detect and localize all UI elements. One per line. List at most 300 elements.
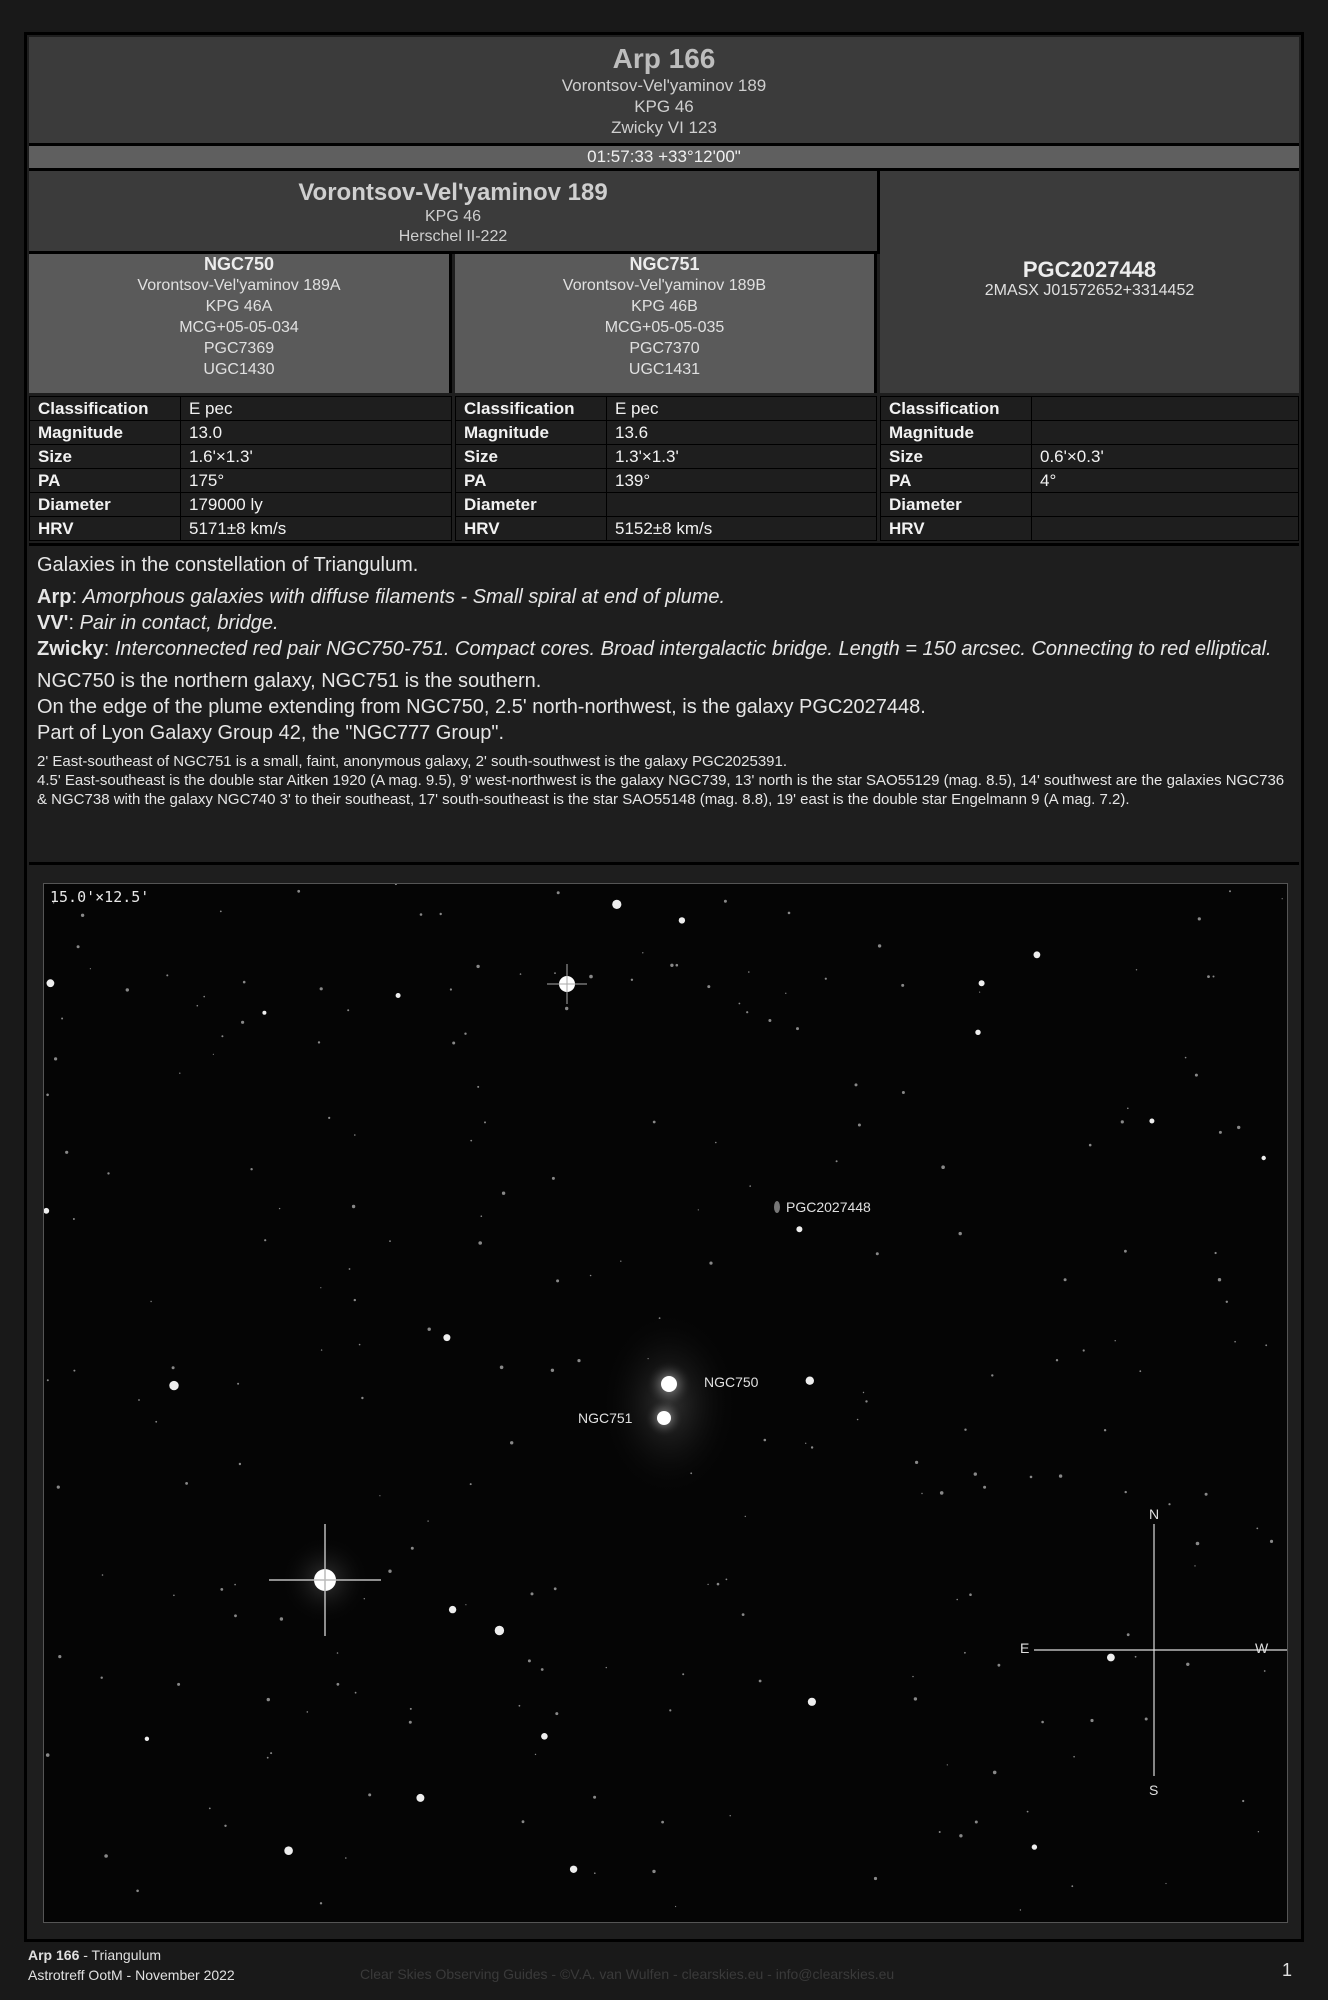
star [510,1441,513,1444]
star [420,913,423,916]
star [528,1659,531,1662]
star [956,1599,958,1601]
star [427,1520,428,1521]
property-value: 179000 ly [181,493,452,517]
object-id: PGC7370 [629,340,700,357]
star [267,1698,270,1701]
star [1234,1341,1236,1343]
star [389,1240,391,1242]
star [805,1443,806,1444]
galaxy-photo [43,883,1288,1923]
star [648,1358,649,1359]
star [47,1379,49,1381]
property-label: HRV [30,517,181,541]
star [166,974,168,976]
star [1127,1108,1129,1110]
star [726,1579,728,1581]
property-value: 5152±8 km/s [607,517,877,541]
table-row [456,445,877,469]
star [264,1239,266,1241]
object-id: KPG 46B [631,298,698,315]
field-of-view-label: 15.0'×12.5' [50,888,150,906]
star [203,996,205,998]
star [1083,1349,1085,1351]
star [1145,1718,1148,1721]
star [554,1587,557,1590]
property-label: PA [881,469,1032,493]
properties-table-pgc2027448 [880,396,1299,541]
star [355,1692,357,1694]
star [858,1124,861,1127]
star [876,1252,879,1255]
star [520,973,522,975]
star [764,1439,767,1442]
star [320,987,323,990]
note-text: Amorphous galaxies with diffuse filaments - Small spiral at end of plume. [82,586,726,608]
star [416,1794,424,1802]
star [863,1392,864,1393]
star [500,1366,504,1370]
compass-east: E [1020,1640,1030,1656]
compass-south: S [1149,1782,1159,1798]
star [715,1142,717,1144]
object-id: Vorontsov-Vel'yaminov 189B [562,277,767,294]
star [220,1588,223,1591]
star [1073,1756,1075,1758]
note-text: Interconnected red pair NGC750-751. Compact cores. Broad intergalactic bridge. Length = 150 arcsec. Connecting to red elliptical. [114,638,1272,660]
star [998,1664,1001,1667]
star [1262,1156,1266,1160]
star [1090,1719,1093,1722]
star [669,1709,671,1711]
star [730,1815,731,1816]
star [1127,1633,1130,1636]
star [173,1595,175,1597]
star [470,1483,472,1485]
note-text: Pair in contact, bridge. [79,612,279,634]
star [577,1359,580,1362]
star [172,1366,175,1369]
guide-sheet [24,32,1304,1942]
star [1059,1474,1062,1477]
object-id: 2MASX J01572652+3314452 [984,282,1195,299]
star [975,1821,978,1824]
star [749,1185,751,1187]
star [428,1328,431,1331]
note-zwicky: Zwicky: Interconnected red pair NGC750-751. Compact cores. Broad intergalactic bridge. Length = 150 arcsec. Connecting to red elliptical. [37,638,1272,660]
star [1104,1429,1106,1431]
star [220,911,222,913]
star [1218,1278,1221,1281]
star [145,1737,149,1741]
star [1185,1057,1187,1059]
ngc751-core [657,1411,671,1425]
object-name: PGC2027448 [1022,257,1157,282]
star [857,1419,859,1421]
star [297,890,300,893]
footer-title: Arp 166 [28,1947,80,1963]
property-label: Magnitude [456,421,607,445]
property-label: HRV [456,517,607,541]
star [979,980,985,986]
star [1226,1301,1228,1303]
star [155,1421,157,1423]
property-label: PA [456,469,607,493]
ngc750-core [661,1376,677,1392]
star [1195,1074,1198,1077]
star [241,1021,244,1024]
property-label: Size [881,445,1032,469]
star [1041,1721,1044,1724]
star [354,1299,356,1301]
star [941,1165,945,1169]
star [522,1820,525,1823]
star [554,972,556,974]
star [411,1547,414,1550]
object-panel-ngc750 [29,254,452,393]
object-id: Vorontsov-Vel'yaminov 189A [137,277,341,294]
star [570,1866,577,1873]
description-paragraph: NGC750 is the northern galaxy, NGC751 is the southern. [37,670,542,692]
property-label: Classification [881,397,1032,421]
footer-constellation: - Triangulum [79,1947,162,1963]
star [349,1268,351,1270]
star [395,884,397,885]
star [138,1399,140,1401]
star [676,964,679,967]
star [328,1117,330,1119]
star [1089,1144,1092,1147]
note-vv: VV': Pair in contact, bridge. [37,612,279,634]
note-label: Zwicky [37,638,104,660]
star [939,1831,941,1833]
star [359,1344,361,1346]
table-row [456,517,877,541]
star [1139,1370,1141,1372]
star [535,1754,536,1755]
star [993,1771,997,1775]
star [270,1752,272,1754]
star [354,1134,356,1136]
star [250,1168,252,1170]
footer-title-line [28,1945,235,1965]
star [213,1054,214,1055]
star [81,914,84,917]
star [912,1676,913,1677]
property-label: Diameter [30,493,181,517]
star [940,1491,944,1495]
star [318,1041,320,1043]
property-value: 5171±8 km/s [181,517,452,541]
star [73,1370,75,1372]
properties-table-ngc750 [29,396,452,541]
table-row [881,469,1299,493]
star [410,1708,412,1710]
property-value: 0.6'×0.3' [1032,445,1299,469]
star [46,1753,50,1757]
star [1256,1528,1258,1530]
star [788,912,791,915]
star [337,1652,339,1654]
group-alt-name: Herschel II-222 [398,228,508,245]
star [551,1369,554,1372]
star [675,1906,676,1907]
star [1229,890,1231,892]
description-paragraph: On the edge of the plume extending from NGC750, 2.5' north-northwest, is the galaxy PGC2027448. [37,696,926,718]
table-row [456,397,877,421]
star [947,1764,948,1765]
star [477,1086,479,1088]
ngc750-label: NGC750 [704,1374,759,1390]
property-value [607,493,877,517]
property-value: E pec [181,397,452,421]
star [239,1463,241,1465]
table-row [881,493,1299,517]
star [185,1482,188,1485]
star [46,1094,49,1097]
star [739,1003,741,1005]
property-label: Diameter [881,493,1032,517]
footer-credit: Clear Skies Observing Guides - ©V.A. van Wulfen - clearskies.eu - info@clearskies.eu [360,1966,895,1982]
star [811,1446,813,1448]
star [102,1574,104,1576]
table-row [30,421,452,445]
star [321,1349,322,1350]
star [620,1261,621,1262]
ngc751-label: NGC751 [578,1410,633,1426]
star [642,952,643,953]
star [502,1192,505,1195]
property-value: 139° [607,469,877,493]
star [104,1854,108,1858]
star [465,1604,466,1605]
star [368,1793,371,1796]
star [1237,1126,1240,1129]
star [58,1655,61,1658]
star [1264,1670,1266,1672]
star [865,1400,867,1402]
star [352,1205,355,1208]
object-id: PGC7369 [203,340,275,357]
table-row [30,493,452,517]
star [1135,1656,1137,1658]
property-label: Diameter [456,493,607,517]
star [1165,1883,1166,1884]
star [1125,1491,1127,1493]
table-row [30,445,452,469]
table-row [881,517,1299,541]
compass-west: W [1255,1640,1269,1656]
star [262,1011,266,1015]
star [652,1870,655,1873]
star [361,1397,363,1399]
property-label: Size [30,445,181,469]
table-row [30,469,452,493]
object-panel-ngc751 [455,254,877,393]
group-alt-name: KPG 46 [424,208,482,225]
star [1168,1503,1170,1505]
table-row [30,397,452,421]
star [690,1472,692,1474]
star [73,1218,75,1220]
property-value: 1.6'×1.3' [181,445,452,469]
star [606,1667,607,1668]
star [452,1042,455,1045]
star [707,1584,708,1585]
star [267,1757,269,1759]
star [878,944,881,947]
star [481,1215,483,1217]
star [347,1009,349,1011]
star [464,1033,466,1035]
star [1020,1909,1021,1910]
object-id: MCG+05-05-034 [179,319,299,336]
star [1258,1831,1259,1832]
star [65,1151,68,1154]
star [670,964,673,967]
star [179,1073,180,1074]
table-row [30,517,452,541]
star [396,993,401,998]
alt-name: KPG 46 [634,97,694,116]
star [1265,1344,1267,1346]
star [1219,1131,1222,1134]
property-label: Magnitude [881,421,1032,445]
alt-name: Vorontsov-Vel'yaminov 189 [561,76,767,95]
table-row [456,493,877,517]
header-panel [29,37,1299,146]
star [901,984,904,987]
object-id: UGC1430 [203,361,275,378]
star [785,993,786,994]
star [1215,1252,1217,1254]
star [237,1383,239,1385]
star [234,1584,236,1586]
page-number: 1 [1282,1960,1293,1980]
star [409,1721,412,1724]
star [519,1705,521,1707]
star [874,1877,877,1880]
alt-name: Zwicky VI 123 [611,118,717,137]
object-id: UGC1431 [628,361,701,378]
star [1198,917,1201,920]
star [476,965,479,968]
star [136,1890,139,1893]
star [1207,975,1210,978]
star [1242,1800,1244,1802]
star [280,1617,283,1620]
star [825,978,827,980]
footer-event: Astrotreff OotM - November 2022 [28,1967,235,1983]
star [531,1592,534,1595]
note-arp: Arp: Amorphous galaxies with diffuse filaments - Small spiral at end of plume. [37,586,726,608]
star [914,1697,917,1700]
star [449,1606,456,1613]
star [855,1083,858,1086]
star [974,1472,977,1475]
star [969,1593,972,1596]
star [541,1668,544,1671]
star [57,1486,60,1489]
star [379,1495,380,1496]
star [1186,1663,1189,1666]
star [748,971,750,973]
star [964,1652,966,1654]
note-label: VV' [37,612,69,634]
star [921,1493,922,1494]
star [612,900,621,909]
star [707,985,710,988]
star [443,1334,450,1341]
star [593,1796,596,1799]
property-value: 13.6 [607,421,877,445]
surroundings-text: 4.5' East-southeast is the double star Aitken 1920 (A mag. 9.5), 9' west-northwest is the galaxy NGC739, 13' north is the star SAO55129 (mag. 8.5), 14' southwest are the galaxies NGC736 & NGC738 with the galaxy NGC740 3' to their southeast, 17' south-southeast is the star SAO55148 (mag. 8.8), 19' east is the double star Engelmann 9 (A mag. 7.2). [37,772,1285,808]
star [284,1846,293,1855]
star [61,1018,63,1020]
star [197,1005,199,1007]
property-value [1032,493,1299,517]
table-row [456,469,877,493]
star [243,981,246,984]
group-panel [29,171,880,254]
star [126,988,129,991]
star [796,1027,799,1030]
property-value [1032,421,1299,445]
star [659,1317,661,1319]
star [337,1683,340,1686]
star [959,1834,962,1837]
property-value [1032,397,1299,421]
star [77,945,80,948]
object-name: NGC751 [629,254,700,274]
star [555,1712,558,1715]
star [364,1598,365,1599]
star [1136,969,1137,970]
star [556,1279,559,1282]
object-id: MCG+05-05-035 [604,319,725,336]
coordinates-bar: 01:57:33 +33°12'00" [29,146,1299,171]
star [1149,1119,1154,1124]
star [552,1177,555,1180]
table-row [881,397,1299,421]
star [1121,1120,1124,1123]
star [698,1209,699,1210]
description-paragraph: Part of Lyon Galaxy Group 42, the "NGC777 Group". [37,722,505,744]
star [1071,1885,1073,1887]
star [1196,1542,1200,1546]
star [808,1698,816,1706]
star [307,1711,309,1713]
star [320,1902,322,1904]
star [221,1035,223,1037]
property-value: 1.3'×1.3' [607,445,877,469]
star [234,1614,237,1617]
star [983,1486,986,1489]
constellation-text: Galaxies in the constellation of Triangulum. [37,554,419,576]
property-label: Size [456,445,607,469]
star [478,1241,482,1245]
star [1056,1359,1058,1361]
star [320,1287,321,1288]
star [991,1374,993,1376]
property-value: 175° [181,469,452,493]
star [717,1583,720,1586]
star [1205,1493,1208,1496]
star [90,968,91,969]
page-title: Arp 166 [612,43,716,74]
star [742,1613,745,1616]
star [979,992,980,993]
